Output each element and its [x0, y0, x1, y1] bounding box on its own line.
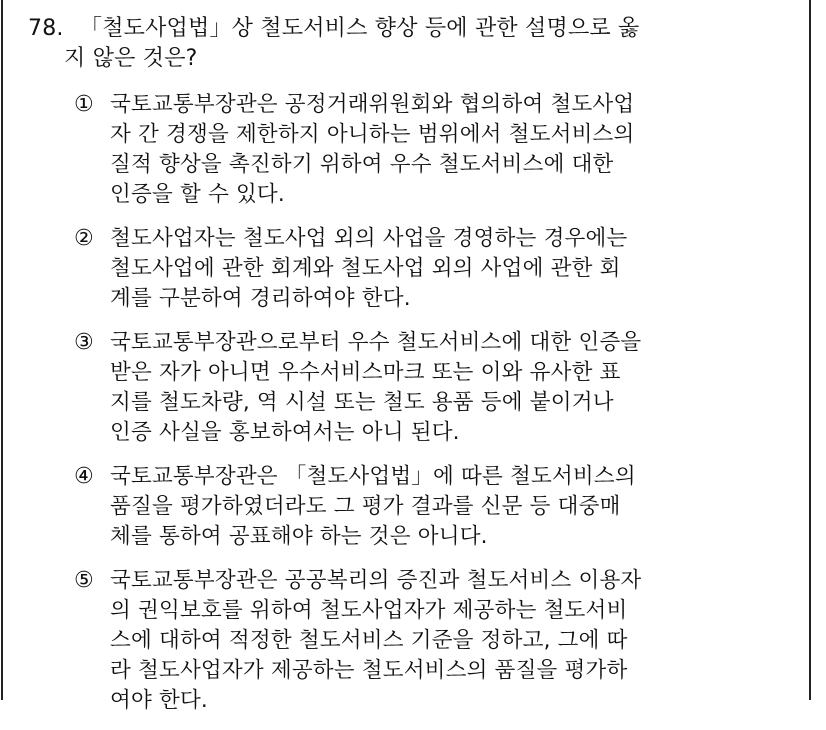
choice-text-line: 국토교통부장관은 「철도사업법」에 따른 철도서비스의 — [110, 464, 636, 489]
choice-text-line: 스에 대하여 적정한 철도서비스 기준을 정하고, 그에 따 — [110, 628, 628, 653]
choice-marker: ② — [74, 226, 94, 251]
choice-marker: ④ — [74, 464, 94, 489]
choice-5[interactable] — [74, 566, 774, 716]
question-line-1 — [28, 14, 768, 44]
choice-text-line: 계를 구분하여 경리하여야 한다. — [110, 286, 411, 311]
choice-4[interactable] — [74, 462, 774, 552]
choice-1[interactable] — [74, 90, 774, 210]
question-stem — [28, 14, 768, 74]
choice-text-line: 질적 향상을 촉진하기 위하여 우수 철도서비스에 대한 — [110, 152, 614, 177]
question-number: 78. — [28, 16, 64, 41]
choice-text-line: 국토교통부장관은 공정거래위원회와 협의하여 철도사업 — [110, 92, 635, 117]
choice-marker: ⑤ — [74, 568, 94, 593]
choice-text-line: 국토교통부장관으로부터 우수 철도서비스에 대한 인증을 — [110, 330, 642, 355]
choice-text-line: 자 간 경쟁을 제한하지 아니하는 범위에서 철도서비스의 — [110, 122, 635, 147]
choice-text-line: 여야 한다. — [110, 688, 208, 713]
choice-text-line: 철도사업자는 철도사업 외의 사업을 경영하는 경우에는 — [110, 226, 628, 251]
choice-text-line: 의 권익보호를 위하여 철도사업자가 제공하는 철도서비 — [110, 598, 628, 623]
choice-text-line: 라 철도사업자가 제공하는 철도서비스의 품질을 평가하 — [110, 658, 628, 683]
choice-text-line: 국토교통부장관은 공공복리의 증진과 철도서비스 이용자 — [110, 568, 642, 593]
choice-text-line: 받은 자가 아니면 우수서비스마크 또는 이와 유사한 표 — [110, 360, 621, 385]
choice-3[interactable] — [74, 328, 774, 448]
question-text-line: 「철도사업법」상 철도서비스 향상 등에 관한 설명으로 옳 — [80, 16, 640, 41]
choice-marker: ① — [74, 92, 94, 117]
question-line-2 — [28, 44, 768, 74]
choice-text-line: 품질을 평가하였더라도 그 평가 결과를 신문 등 대중매 — [110, 494, 621, 519]
question-text-line: 지 않은 것은? — [64, 46, 198, 71]
choice-list — [74, 90, 774, 730]
choice-text-line: 인증을 할 수 있다. — [110, 182, 285, 207]
choice-text-line: 지를 철도차량, 역 시설 또는 철도 용품 등에 붙이거나 — [110, 390, 614, 415]
choice-marker: ③ — [74, 330, 94, 355]
choice-2[interactable] — [74, 224, 774, 314]
choice-text-line: 철도사업에 관한 회계와 철도사업 외의 사업에 관한 회 — [110, 256, 621, 281]
choice-text-line: 인증 사실을 홍보하여서는 아니 된다. — [110, 420, 460, 445]
choice-text-line: 체를 통하여 공표해야 하는 것은 아니다. — [110, 524, 488, 549]
